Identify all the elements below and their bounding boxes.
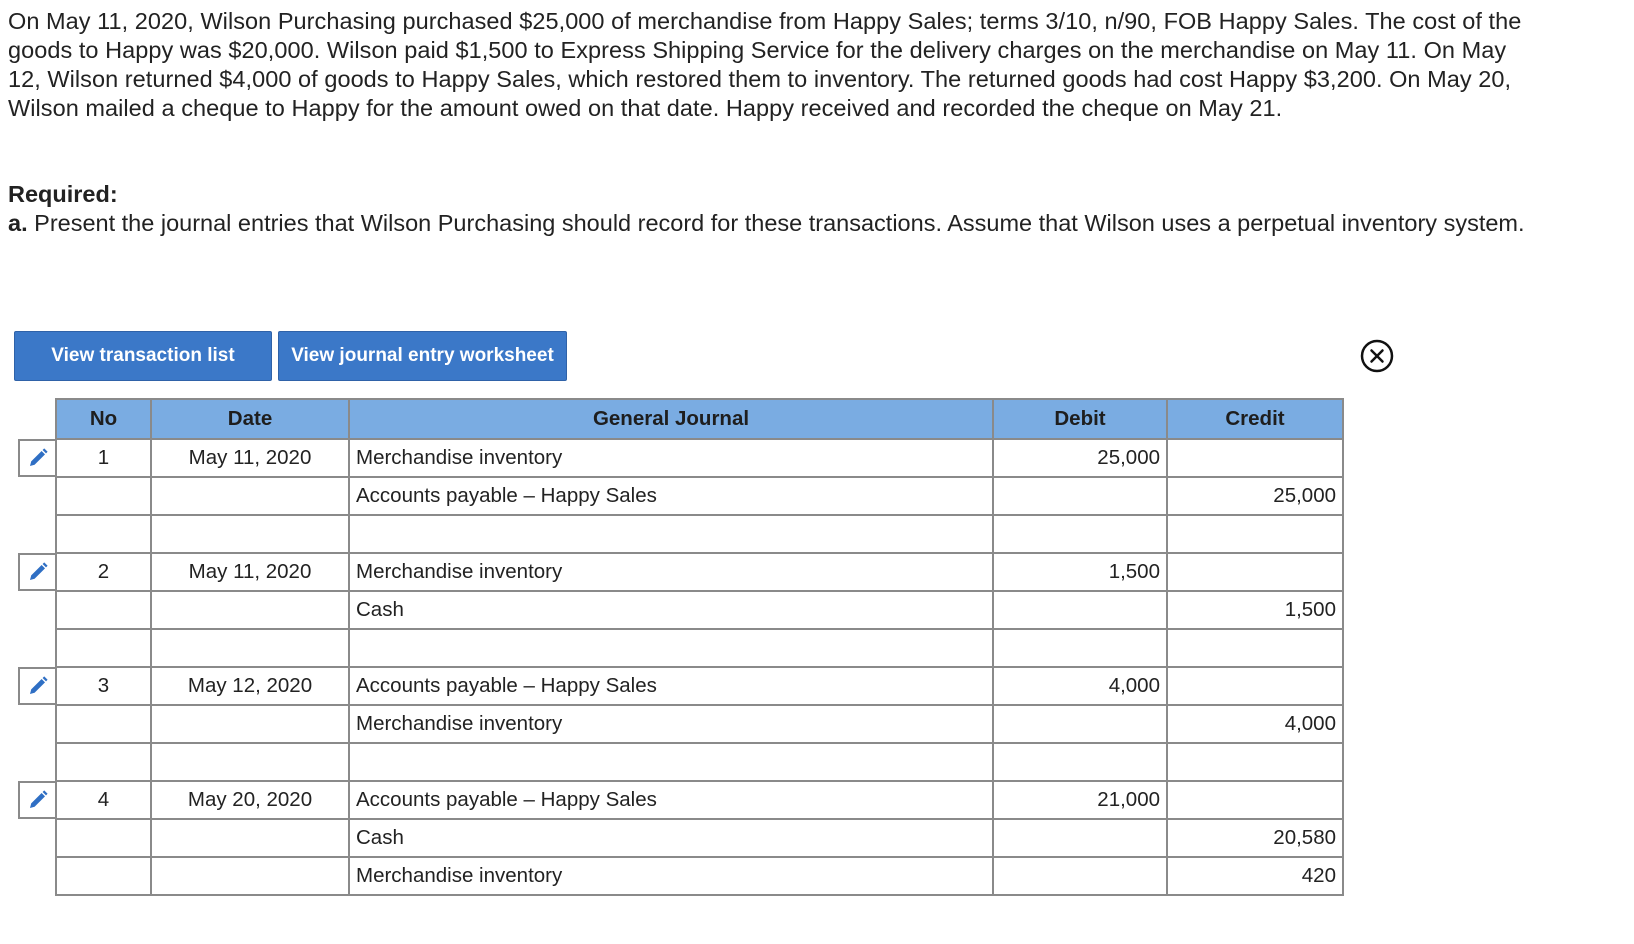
header-no: No — [56, 399, 151, 439]
debit-cell — [993, 819, 1167, 857]
date-cell — [151, 591, 349, 629]
date-cell: May 11, 2020 — [151, 553, 349, 591]
table-row — [56, 857, 1343, 895]
debit-cell — [993, 857, 1167, 895]
account-cell: Merchandise inventory — [349, 705, 993, 743]
header-debit: Debit — [993, 399, 1167, 439]
account-cell: Merchandise inventory — [349, 857, 993, 895]
header-credit: Credit — [1167, 399, 1343, 439]
debit-cell — [993, 515, 1167, 553]
required-part-a — [8, 209, 1528, 238]
debit-cell — [993, 705, 1167, 743]
close-icon[interactable] — [1360, 339, 1394, 373]
credit-cell: 420 — [1167, 857, 1343, 895]
credit-cell — [1167, 781, 1343, 819]
edit-entry-pencil-icon[interactable] — [18, 553, 56, 591]
account-cell: Accounts payable – Happy Sales — [349, 781, 993, 819]
entry-number-cell — [56, 857, 151, 895]
entry-number-cell — [56, 705, 151, 743]
view-transaction-list-button[interactable]: View transaction list — [14, 331, 272, 381]
debit-cell: 21,000 — [993, 781, 1167, 819]
debit-cell — [993, 743, 1167, 781]
date-cell — [151, 629, 349, 667]
journal-table — [55, 398, 1344, 896]
entry-number-cell — [56, 629, 151, 667]
table-row — [56, 705, 1343, 743]
credit-cell: 25,000 — [1167, 477, 1343, 515]
table-row — [56, 667, 1343, 705]
date-cell — [151, 857, 349, 895]
entry-number-cell — [56, 591, 151, 629]
problem-text: On May 11, 2020, Wilson Purchasing purchased $25,000 of merchandise from Happy Sales; terms 3/10, n/90, FOB Happy Sales. The cost of the goods to Happy was $20,000. Wilson paid $1,500 to Express Shipping Service for the delivery charges on the merchandise on May 11. On May 12, Wilson returned $4,000 of goods to Happy Sales, which restored them to inventory. The returned goods had cost Happy $3,200. On May 20, Wilson mailed a cheque to Happy for the amount owed on that date. Happy received and recorded the cheque on May 21. — [8, 8, 1522, 121]
view-journal-worksheet-button[interactable]: View journal entry worksheet — [278, 331, 567, 381]
edit-entry-pencil-icon[interactable] — [18, 439, 56, 477]
table-row — [56, 591, 1343, 629]
date-cell — [151, 477, 349, 515]
account-cell: Merchandise inventory — [349, 439, 993, 477]
credit-cell — [1167, 553, 1343, 591]
credit-cell — [1167, 515, 1343, 553]
table-row — [56, 781, 1343, 819]
entry-number-cell: 2 — [56, 553, 151, 591]
table-row — [56, 439, 1343, 477]
account-cell — [349, 515, 993, 553]
account-cell: Merchandise inventory — [349, 553, 993, 591]
required-section — [8, 180, 1528, 238]
debit-cell: 1,500 — [993, 553, 1167, 591]
date-cell: May 12, 2020 — [151, 667, 349, 705]
date-cell — [151, 705, 349, 743]
entry-number-cell — [56, 819, 151, 857]
date-cell — [151, 743, 349, 781]
table-row — [56, 629, 1343, 667]
credit-cell — [1167, 439, 1343, 477]
entry-number-cell: 1 — [56, 439, 151, 477]
entry-number-cell — [56, 743, 151, 781]
account-cell: Cash — [349, 591, 993, 629]
account-cell — [349, 743, 993, 781]
date-cell: May 20, 2020 — [151, 781, 349, 819]
credit-cell — [1167, 667, 1343, 705]
debit-cell — [993, 629, 1167, 667]
account-cell: Cash — [349, 819, 993, 857]
credit-cell: 4,000 — [1167, 705, 1343, 743]
required-heading: Required: — [8, 181, 118, 207]
entry-number-cell — [56, 477, 151, 515]
entry-number-cell: 3 — [56, 667, 151, 705]
header-date: Date — [151, 399, 349, 439]
edit-entry-pencil-icon[interactable] — [18, 781, 56, 819]
account-cell — [349, 629, 993, 667]
part-text: Present the journal entries that Wilson Purchasing should record for these transactions. Assume that Wilson uses a perpetual inventory system. — [34, 210, 1525, 236]
header-general-journal: General Journal — [349, 399, 993, 439]
part-label: a. — [8, 210, 28, 236]
credit-cell — [1167, 629, 1343, 667]
table-row — [56, 819, 1343, 857]
journal-header-row — [56, 399, 1343, 439]
edit-entry-pencil-icon[interactable] — [18, 667, 56, 705]
problem-statement — [8, 7, 1528, 123]
account-cell: Accounts payable – Happy Sales — [349, 667, 993, 705]
date-cell: May 11, 2020 — [151, 439, 349, 477]
debit-cell: 25,000 — [993, 439, 1167, 477]
entry-number-cell — [56, 515, 151, 553]
debit-cell: 4,000 — [993, 667, 1167, 705]
table-row — [56, 553, 1343, 591]
debit-cell — [993, 477, 1167, 515]
table-row — [56, 515, 1343, 553]
credit-cell: 20,580 — [1167, 819, 1343, 857]
debit-cell — [993, 591, 1167, 629]
date-cell — [151, 819, 349, 857]
table-row — [56, 477, 1343, 515]
journal-body — [56, 439, 1343, 895]
date-cell — [151, 515, 349, 553]
table-row — [56, 743, 1343, 781]
credit-cell: 1,500 — [1167, 591, 1343, 629]
credit-cell — [1167, 743, 1343, 781]
entry-number-cell: 4 — [56, 781, 151, 819]
account-cell: Accounts payable – Happy Sales — [349, 477, 993, 515]
